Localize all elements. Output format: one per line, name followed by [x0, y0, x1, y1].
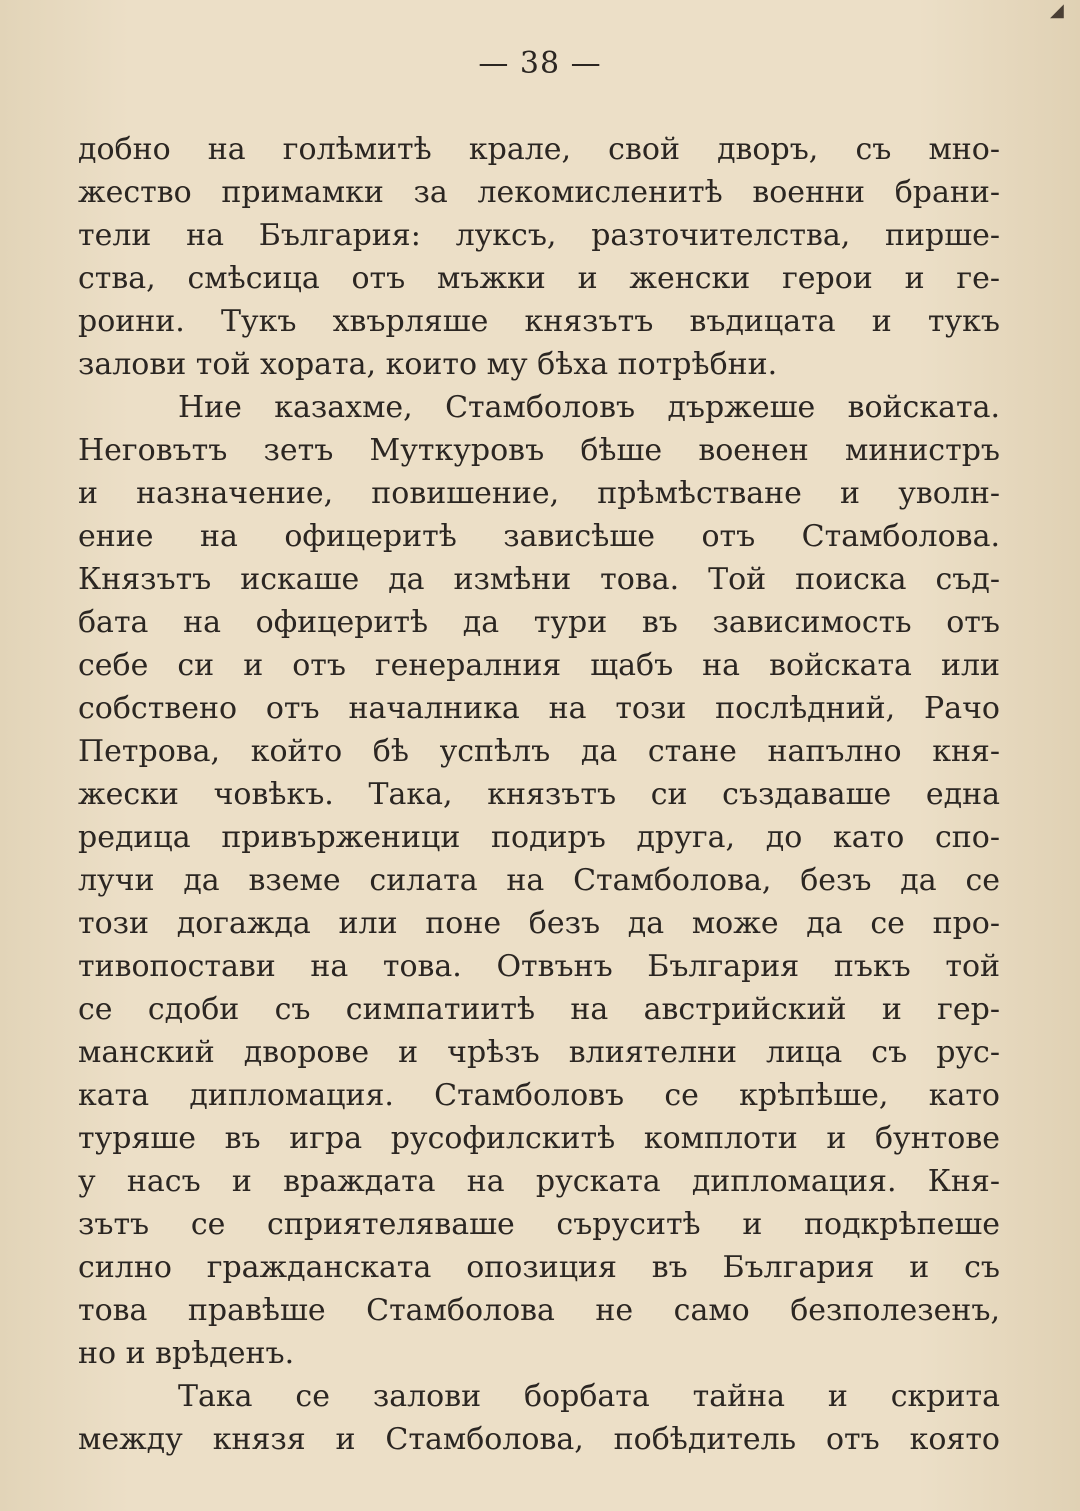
- text-line: Ние казахме, Стамболовъ държеше войската.: [178, 390, 1000, 425]
- paragraph: [78, 128, 1000, 386]
- text-line: ства, смѣсица отъ мъжки и женски герои и ге-: [78, 261, 1000, 296]
- text-line: у насъ и враждата на руската дипломация. Кня-: [78, 1164, 1000, 1199]
- text-line: лучи да вземе силата на Стамболова, безъ да се: [78, 863, 1000, 898]
- text-line: роини. Тукъ хвърляше князътъ въдицата и тукъ: [78, 304, 1000, 339]
- text-line: ение на офицеритѣ зависѣше отъ Стамболова.: [78, 519, 1000, 554]
- text-line: между князя и Стамболова, побѣдитель отъ която: [78, 1422, 1000, 1457]
- text-line: Така се залови борбата тайна и скрита: [178, 1379, 1000, 1414]
- text-line: манский дворове и чрѣзъ влиятелни лица съ рус-: [78, 1035, 1000, 1070]
- text-line: туряше въ игра русофилскитѣ комплоти и бунтове: [78, 1121, 1000, 1156]
- text-line: собствено отъ началника на този послѣдний, Рачо: [78, 691, 1000, 726]
- text-line: този догажда или поне безъ да може да се про-: [78, 906, 1000, 941]
- text-line: себе си и отъ генералния щабъ на войската или: [78, 648, 1000, 683]
- text-line: Князътъ искаше да измѣни това. Той поиска съд-: [78, 562, 1000, 597]
- text-line: тивопостави на това. Отвънъ България пъкъ той: [78, 949, 1000, 984]
- text-line: залови той хората, които му бѣха потрѣбни.: [78, 347, 778, 382]
- text-line: силно гражданската опозиция въ България и съ: [78, 1250, 1000, 1285]
- text-line: тели на България: луксъ, разточителства, пирше-: [78, 218, 1000, 253]
- paragraph: [78, 1375, 1000, 1461]
- text-line: зътъ се сприятеляваше съруситѣ и подкрѣпеше: [78, 1207, 1000, 1242]
- text-line: жество примамки за лекомисленитѣ военни брани-: [78, 175, 1000, 210]
- text-line: ката дипломация. Стамболовъ се крѣпѣше, като: [78, 1078, 1000, 1113]
- text-line: редица привърженици подиръ друга, до като спо-: [78, 820, 1000, 855]
- text-line: Неговътъ зетъ Муткуровъ бѣше военен министръ: [78, 433, 1000, 468]
- text-line: това правѣше Стамболова не само безполезенъ,: [78, 1293, 1000, 1328]
- page-number: — 38 —: [478, 46, 602, 81]
- text-line: бата на офицеритѣ да тури въ зависимость отъ: [78, 605, 1000, 640]
- body-text: [78, 128, 1000, 1461]
- text-line: Петрова, който бѣ успѣлъ да стане напълно кня-: [78, 734, 1000, 769]
- text-line: и назначение, повишение, прѣмѣстване и уволн-: [78, 476, 1000, 511]
- text-line: добно на голѣмитѣ крале, свой дворъ, съ мно-: [78, 132, 1000, 167]
- text-line: но и врѣденъ.: [78, 1336, 295, 1371]
- text-line: се сдоби съ симпатиитѣ на австрийский и гер-: [78, 992, 1000, 1027]
- text-line: жески човѣкъ. Така, князътъ си създаваше една: [78, 777, 1000, 812]
- paragraph: [78, 386, 1000, 1375]
- corner-mark-icon: ◢: [1050, 0, 1064, 21]
